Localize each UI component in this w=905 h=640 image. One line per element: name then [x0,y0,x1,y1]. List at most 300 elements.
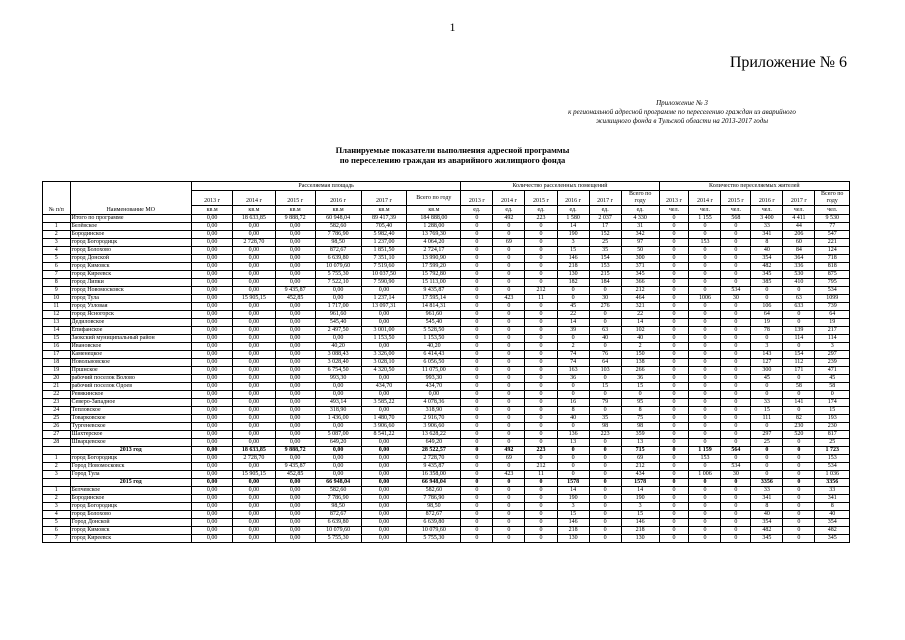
people-cell: 0 [689,511,721,519]
area-cell: 0,00 [233,375,275,383]
area-cell: 4 320,50 [361,367,407,375]
rooms-cell: 0 [589,375,621,383]
people-cell: 114 [783,335,815,343]
area-cell: 0,00 [275,319,315,327]
area-cell: 1 480,70 [361,415,407,423]
people-cell: 0 [689,231,721,239]
rooms-cell: 98 [589,423,621,431]
table-row [43,511,850,519]
rooms-cell: 0 [461,391,493,399]
people-cell: 0 [721,487,751,495]
area-cell: 0,00 [191,431,232,439]
area-cell: 6 754,50 [315,367,361,375]
rooms-cell: 0 [525,503,557,511]
area-cell: 705,40 [361,223,407,231]
area-cell: 0,00 [191,215,232,223]
area-cell: 0,00 [315,423,361,431]
people-cell: 0 [659,535,689,543]
row-number: 17 [43,351,71,359]
rooms-cell: 0 [525,511,557,519]
municipality-name: город Ясногорск [70,311,191,319]
people-cell: 64 [815,311,850,319]
area-cell: 17 599,20 [407,263,461,271]
row-number: 7 [43,271,71,279]
rooms-cell: 50 [621,247,659,255]
area-cell: 318,90 [407,407,461,415]
people-cell: 111 [751,415,783,423]
rooms-cell: 130 [621,535,659,543]
rooms-cell: 0 [461,223,493,231]
row-number: 20 [43,375,71,383]
area-cell: 0,00 [275,455,315,463]
table-row [43,263,850,271]
people-cell: 0 [659,303,689,311]
area-cell: 0,00 [233,511,275,519]
rooms-cell: 35 [589,247,621,255]
area-cell: 0,00 [233,423,275,431]
area-cell: 0,00 [191,463,232,471]
area-cell: 1 237,00 [361,239,407,247]
municipality-name: город Киреевск [70,535,191,543]
row-number: 12 [43,311,71,319]
area-cell: 14 814,31 [407,303,461,311]
area-cell: 0,00 [315,287,361,295]
row-number: 18 [43,359,71,367]
area-cell: 0,00 [361,479,407,487]
area-cell: 0,00 [191,279,232,287]
row-number [43,479,71,487]
area-cell: 0,00 [361,535,407,543]
unit-header-area: кв.м [191,206,232,215]
year-header-area: 2015 г [275,191,315,206]
row-number: 1 [43,223,71,231]
people-cell: 0 [659,455,689,463]
rooms-cell: 0 [493,527,525,535]
row-number: 4 [43,247,71,255]
rooms-cell: 0 [461,271,493,279]
area-cell: 649,20 [315,439,361,447]
rooms-cell: 184 [589,279,621,287]
table-row [43,279,850,287]
rooms-cell: 321 [621,303,659,311]
area-cell: 0,00 [361,319,407,327]
area-cell: 0,00 [233,311,275,319]
rooms-cell: 8 [621,407,659,415]
group-header-rooms: Количество расселенных помещений [461,182,659,191]
area-cell: 9 888,72 [275,215,315,223]
area-cell: 2 724,17 [407,247,461,255]
people-cell: 0 [689,255,721,263]
year-header-area: 2016 г [315,191,361,206]
appendix-subtitle [517,99,847,126]
rooms-cell: 74 [557,359,589,367]
people-cell: 33 [815,487,850,495]
area-cell: 0,00 [275,367,315,375]
people-cell: 0 [689,423,721,431]
people-cell: 3356 [815,479,850,487]
rooms-cell: 0 [525,327,557,335]
municipality-name: город Узловая [70,303,191,311]
table-row [43,447,850,455]
area-cell: 0,00 [361,455,407,463]
rooms-cell: 0 [525,391,557,399]
area-cell: 5 528,50 [407,327,461,335]
rooms-cell: 4 330 [621,215,659,223]
row-number: 11 [43,303,71,311]
people-cell: 8 [751,239,783,247]
year-header-people: 2013 г [659,191,689,206]
municipality-name: Белёвское [70,223,191,231]
rooms-cell: 8 [557,407,589,415]
table-row [43,431,850,439]
rooms-cell: 22 [621,311,659,319]
people-cell: 0 [783,535,815,543]
people-cell: 1 159 [689,447,721,455]
people-cell: 0 [783,471,815,479]
table-row [43,391,850,399]
row-number: 4 [43,511,71,519]
area-cell: 318,90 [315,407,361,415]
area-cell: 5 087,00 [315,431,361,439]
people-cell: 520 [783,431,815,439]
municipality-name: рабочий поселок Одоев [70,383,191,391]
rooms-cell: 3 [621,503,659,511]
rooms-cell: 2 [621,343,659,351]
area-cell: 0,00 [191,327,232,335]
rooms-cell: 14 [621,487,659,495]
area-cell: 0,00 [233,223,275,231]
rooms-cell: 0 [461,239,493,247]
people-cell: 739 [815,303,850,311]
area-cell: 0,00 [191,511,232,519]
rooms-cell: 0 [589,463,621,471]
rooms-cell: 153 [589,263,621,271]
people-cell: 0 [721,327,751,335]
rooms-cell: 0 [461,335,493,343]
unit-header-people: чел. [721,206,751,215]
rooms-cell: 154 [589,255,621,263]
rooms-cell: 0 [589,511,621,519]
rooms-cell: 15 [621,511,659,519]
municipality-name: город Тула [70,295,191,303]
people-cell: 0 [689,343,721,351]
people-cell: 3 400 [751,215,783,223]
row-number: 19 [43,367,71,375]
rooms-cell: 31 [621,223,659,231]
area-cell: 10 037,50 [361,271,407,279]
rooms-cell: 40 [621,335,659,343]
col-header-no: № п/п [43,182,71,215]
area-cell: 0,00 [233,479,275,487]
people-cell: 19 [815,319,850,327]
rooms-cell: 0 [493,287,525,295]
area-cell: 493,14 [315,399,361,407]
rooms-cell: 0 [589,319,621,327]
table-row [43,287,850,295]
rooms-cell: 1578 [557,479,589,487]
people-cell: 817 [815,431,850,439]
area-cell: 7 519,60 [361,263,407,271]
rooms-cell: 97 [621,239,659,247]
area-cell: 582,60 [315,223,361,231]
rooms-cell: 14 [557,223,589,231]
rooms-cell: 0 [461,399,493,407]
rooms-cell: 464 [621,295,659,303]
area-cell: 6 639,80 [315,255,361,263]
people-cell: 0 [783,511,815,519]
people-cell: 0 [721,231,751,239]
municipality-name: город Новомосковск [70,287,191,295]
subtitle-line: Приложение № 3 [656,99,708,107]
area-cell: 0,00 [233,463,275,471]
area-cell: 0,00 [315,391,361,399]
subtitle-line: жилищного фонда в Тульской области на 2013-2017 годы [595,117,768,125]
row-number: 1 [43,455,71,463]
rooms-cell: 136 [557,431,589,439]
people-cell: 345 [751,271,783,279]
rooms-cell: 0 [493,495,525,503]
municipality-name: Пршнское [70,367,191,375]
unit-header-people: чел. [689,206,721,215]
rooms-cell: 35 [589,415,621,423]
rooms-cell: 266 [621,367,659,375]
municipality-name: Тургеневское [70,423,191,431]
people-cell: 0 [721,431,751,439]
rooms-cell: 0 [461,487,493,495]
people-cell: 0 [659,223,689,231]
people-cell: 153 [689,455,721,463]
area-cell: 0,00 [275,255,315,263]
municipality-name: Бородинское [70,231,191,239]
municipality-name: рабочий поселок Волово [70,375,191,383]
row-number [43,215,71,223]
row-number: 5 [43,519,71,527]
area-cell: 0,00 [361,511,407,519]
municipality-name: Ивановское [70,343,191,351]
rooms-cell: 0 [525,335,557,343]
rooms-cell: 0 [493,391,525,399]
rooms-cell: 0 [525,263,557,271]
people-cell: 534 [721,463,751,471]
municipality-name: Каменецкое [70,351,191,359]
area-cell: 0,00 [233,407,275,415]
rooms-cell: 0 [493,279,525,287]
area-cell: 0,00 [191,535,232,543]
unit-header-area: кв.м [233,206,275,215]
area-cell: 0,00 [233,535,275,543]
row-number: 6 [43,527,71,535]
table-row [43,295,850,303]
table-row [43,471,850,479]
people-cell: 0 [659,295,689,303]
row-number: 22 [43,391,71,399]
area-cell: 89 417,39 [361,215,407,223]
people-cell: 4 411 [783,215,815,223]
area-cell: 872,67 [407,511,461,519]
people-cell: 0 [659,407,689,415]
people-cell: 112 [783,359,815,367]
area-cell: 872,67 [315,247,361,255]
people-cell: 82 [783,415,815,423]
people-cell: 230 [783,423,815,431]
municipality-name: Епифанское [70,327,191,335]
rooms-cell: 0 [589,343,621,351]
people-cell: 336 [783,263,815,271]
row-number: 5 [43,255,71,263]
people-cell: 0 [721,391,751,399]
area-cell: 0,00 [315,471,361,479]
area-cell: 0,00 [191,399,232,407]
table-row [43,335,850,343]
area-cell: 60 948,04 [315,215,361,223]
area-cell: 649,20 [407,439,461,447]
municipality-name: Итого по программе [70,215,191,223]
area-cell: 5 982,40 [361,231,407,239]
people-cell: 0 [659,271,689,279]
area-cell: 0,00 [191,295,232,303]
rooms-cell: 492 [493,215,525,223]
people-cell: 534 [815,463,850,471]
area-cell: 0,00 [233,319,275,327]
people-cell: 0 [659,527,689,535]
rooms-cell: 0 [493,335,525,343]
people-cell: 534 [721,287,751,295]
rooms-cell: 218 [557,527,589,535]
people-cell: 482 [751,263,783,271]
area-cell: 2 728,70 [407,455,461,463]
rooms-cell: 0 [461,303,493,311]
table-row [43,343,850,351]
area-cell: 0,00 [275,527,315,535]
area-cell: 0,00 [361,487,407,495]
area-cell: 0,00 [275,375,315,383]
rooms-cell: 0 [525,431,557,439]
area-cell: 7 590,90 [361,279,407,287]
people-cell: 0 [689,503,721,511]
rooms-cell: 0 [461,255,493,263]
rooms-cell: 3 [557,503,589,511]
unit-header-rooms: ед. [557,206,589,215]
people-cell: 230 [815,423,850,431]
people-cell: 818 [815,263,850,271]
people-cell: 354 [815,519,850,527]
area-cell: 0,00 [275,327,315,335]
rooms-cell: 2 [557,343,589,351]
area-cell: 0,00 [275,335,315,343]
people-cell: 547 [815,231,850,239]
people-cell: 0 [721,535,751,543]
people-cell: 171 [783,367,815,375]
area-cell: 1 717,00 [315,303,361,311]
rooms-cell: 366 [621,279,659,287]
people-cell: 0 [721,479,751,487]
people-cell: 0 [783,407,815,415]
indicators-table [42,181,850,543]
people-cell: 8 [815,503,850,511]
people-cell: 0 [659,279,689,287]
area-cell: 0,00 [191,239,232,247]
area-cell: 0,00 [191,335,232,343]
rooms-cell: 64 [589,359,621,367]
people-cell: 0 [721,351,751,359]
rooms-cell: 0 [589,455,621,463]
rooms-cell: 75 [621,415,659,423]
rooms-cell: 0 [589,439,621,447]
page-number: 1 [449,20,456,34]
people-cell: 0 [689,359,721,367]
area-cell: 18 633,85 [233,215,275,223]
area-cell: 0,00 [191,423,232,431]
area-cell: 961,60 [407,311,461,319]
people-cell: 0 [689,519,721,527]
table-row [43,463,850,471]
rooms-cell: 0 [525,359,557,367]
rooms-cell: 0 [493,415,525,423]
year-header-people: 2014 г [689,191,721,206]
rooms-cell: 0 [461,527,493,535]
rooms-cell: 0 [525,399,557,407]
rooms-cell: 0 [557,335,589,343]
people-cell: 174 [815,399,850,407]
municipality-name: Город Тула [70,471,191,479]
people-cell: 300 [751,367,783,375]
area-cell: 0,00 [233,519,275,527]
municipality-name: город Донской [70,255,191,263]
area-cell: 6 639,80 [407,519,461,527]
row-number: 24 [43,407,71,415]
row-number: 3 [43,239,71,247]
table-row [43,383,850,391]
municipality-name: Город Новомосковск [70,463,191,471]
area-cell: 0,00 [191,343,232,351]
rooms-cell: 0 [461,231,493,239]
area-cell: 0,00 [315,295,361,303]
rooms-cell: 0 [525,223,557,231]
area-cell: 0,00 [275,511,315,519]
people-cell: 341 [751,495,783,503]
unit-header-area: кв.м [315,206,361,215]
people-cell: 0 [659,255,689,263]
area-cell: 13 990,90 [407,255,461,263]
rooms-cell: 0 [461,351,493,359]
rooms-cell: 76 [589,351,621,359]
area-cell: 0,00 [361,439,407,447]
people-cell: 106 [751,303,783,311]
people-cell: 40 [751,511,783,519]
rooms-cell: 0 [525,255,557,263]
year-header-people: 2016 г [751,191,783,206]
rooms-cell: 0 [525,495,557,503]
people-cell: 206 [783,231,815,239]
people-cell: 3 [751,343,783,351]
area-cell: 7 786,90 [407,495,461,503]
rooms-cell: 0 [493,351,525,359]
municipality-name: Ревякинское [70,391,191,399]
rooms-cell: 39 [557,327,589,335]
title-line: Планируемые показатели выполнения адресной программы [335,145,570,155]
rooms-cell: 0 [525,343,557,351]
area-cell: 98,50 [315,503,361,511]
table-row [43,247,850,255]
rooms-cell: 1 580 [557,215,589,223]
people-cell: 0 [783,527,815,535]
area-cell: 0,00 [191,455,232,463]
people-cell: 127 [751,359,783,367]
municipality-name: Шварцевское [70,439,191,447]
people-cell: 0 [659,359,689,367]
people-cell: 45 [815,375,850,383]
people-cell: 0 [721,399,751,407]
